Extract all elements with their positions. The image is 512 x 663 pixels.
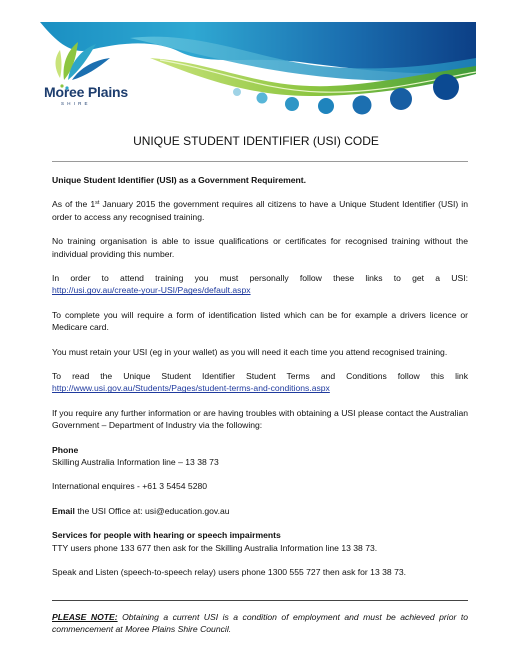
email-line	[52, 505, 468, 517]
banner-bubble	[257, 93, 268, 104]
logo-name: Moree Plains	[44, 84, 128, 100]
create-usi-link[interactable]: http://usi.gov.au/create-your-USI/Pages/default.aspx	[52, 285, 251, 296]
document-body	[52, 174, 468, 578]
banner-bubble	[390, 88, 412, 110]
services-tty-line: TTY users phone 133 677 then ask for the Skilling Australia Information line 13 38 73.	[52, 542, 378, 553]
phone-line-international: International enquires - +61 3 5454 5280	[52, 481, 208, 492]
services-heading: Services for people with hearing or speech impairments	[52, 530, 281, 541]
terms-conditions-link[interactable]: http://www.usi.gov.au/Students/Pages/student-terms-and-conditions.aspx	[52, 383, 330, 394]
header-banner	[0, 0, 512, 125]
banner-bubble	[353, 96, 372, 115]
para1-post: January 2015 the government requires all citizens to have a Unique Student Identifier (USI) in order to access any recognised training.	[52, 199, 468, 222]
please-note-text: Obtaining a current USI is a condition of employment and must be achieved prior to commencement at Moree Plains Shire Council.	[52, 611, 468, 634]
note-divider	[52, 600, 468, 601]
page-title: UNIQUE STUDENT IDENTIFIER (USI) CODE	[133, 134, 379, 148]
please-note	[52, 611, 468, 636]
paragraph-contact: If you require any further information or are having troubles with obtaining a USI please contact the Australian Government – Department of Industry via the following:	[52, 407, 468, 431]
banner-bubble	[233, 88, 241, 96]
banner-bubble	[433, 74, 459, 100]
title-divider	[52, 161, 468, 162]
paragraph-requirement	[52, 198, 468, 223]
phone-line-skilling: Skilling Australia Information line – 13 38 73	[52, 456, 219, 467]
para1-sup: st	[95, 200, 100, 207]
paragraph-identification: To complete you will require a form of identification listed which can be for example a drivers licence or Medicare card.	[52, 309, 468, 333]
please-note-label: PLEASE NOTE:	[52, 611, 118, 622]
paragraph-no-training: No training organisation is able to issue qualifications or certificates for recognised training without the individual providing this number.	[52, 236, 468, 259]
banner-bubble	[318, 98, 334, 114]
logo-subtitle: SHIRE	[61, 101, 91, 106]
email-text: the USI Office at: usi@education.gov.au	[74, 505, 230, 516]
section-heading: Unique Student Identifier (USI) as a Government Requirement.	[52, 175, 307, 185]
banner-bubble	[285, 97, 299, 111]
paragraph-attend-training: In order to attend training you must personally follow these links to get a USI:	[52, 273, 468, 284]
phone-heading: Phone	[52, 444, 79, 455]
para1-pre: As of the 1	[52, 199, 96, 210]
paragraph-retain-usi: You must retain your USI (eg in your wallet) as you will need it each time you attend recognised training.	[52, 346, 448, 357]
paragraph-terms: To read the Unique Student Identifier Student Terms and Conditions follow this link	[52, 371, 468, 382]
email-label: Email	[52, 505, 75, 516]
services-speak-listen-line: Speak and Listen (speech-to-speech relay) users phone 1300 555 727 then ask for 13 38 73.	[52, 567, 407, 578]
